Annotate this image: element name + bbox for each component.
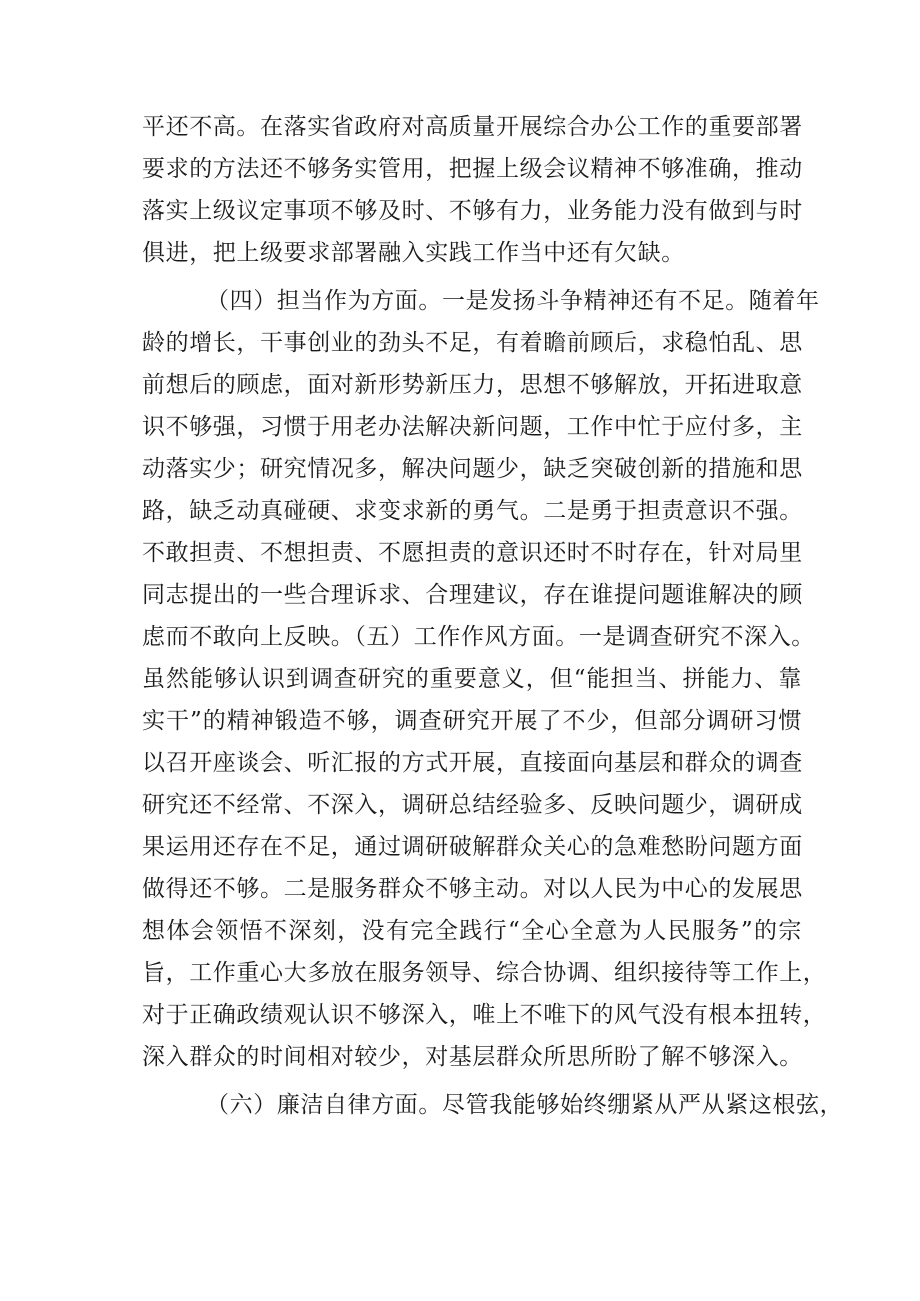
text-line: 深入群众的时间相对较少，对基层群众所思所盼了解不够深入。 [142,1044,803,1070]
document-body [142,106,844,1126]
text-line: 识不够强，习惯于用老办法解决新问题，工作中忙于应付多，主 [142,414,803,440]
text-line: 路，缺乏动真碰硬、求变求新的勇气。二是勇于担责意识不强。 [142,498,803,524]
text-line: 虽然能够认识到调查研究的重要意义，但“能担当、拼能力、靠 [142,666,802,692]
text-line: 平还不高。在落实省政府对高质量开展综合办公工作的重要部署 [142,114,803,140]
text-line: 旨，工作重心大多放在服务领导、综合协调、组织接待等工作上， [142,960,827,986]
text-line: 龄的增长，干事创业的劲头不足，有着瞻前顾后，求稳怕乱、思 [142,330,803,356]
text-line: 动落实少；研究情况多，解决问题少，缺乏突破创新的措施和思 [142,456,803,482]
text-line: 想体会领悟不深刻，没有完全践行“全心全意为人民服务”的宗 [142,918,802,944]
text-line: 做得还不够。二是服务群众不够主动。对以人民为中心的发展思 [142,876,803,902]
text-line: 虑而不敢向上反映。（五）工作作风方面。一是调查研究不深入。 [142,624,815,650]
text-line: 对于正确政绩观认识不够深入，唯上不唯下的风气没有根本扭转， [142,1002,827,1028]
paragraph-1 [142,106,802,274]
text-line: 实干”的精神锻造不够，调查研究开展了不少，但部分调研习惯 [142,708,802,734]
paragraph-2 [142,280,827,1078]
paragraph-3 [142,1084,844,1126]
text-line: （六）廉洁自律方面。尽管我能够始终绷紧从严从紧这根弦， [206,1092,844,1118]
text-line: 果运用还存在不足，通过调研破解群众关心的急难愁盼问题方面 [142,834,803,860]
text-line: 前想后的顾虑，面对新形势新压力，思想不够解放，开拓进取意 [142,372,803,398]
text-line: 俱进，把上级要求部署融入实践工作当中还有欠缺。 [142,240,685,266]
text-line: 研究还不经常、不深入，调研总结经验多、反映问题少，调研成 [142,792,803,818]
text-line: 同志提出的一些合理诉求、合理建议，存在谁提问题谁解决的顾 [142,582,803,608]
text-line: 落实上级议定事项不够及时、不够有力，业务能力没有做到与时 [142,198,803,224]
text-line: 要求的方法还不够务实管用，把握上级会议精神不够准确，推动 [142,156,803,182]
text-line: （四）担当作为方面。一是发扬斗争精神还有不足。随着年 [206,288,820,314]
text-line: 以召开座谈会、听汇报的方式开展，直接面向基层和群众的调查 [142,750,803,776]
text-line: 不敢担责、不想担责、不愿担责的意识还时不时存在，针对局里 [142,540,803,566]
